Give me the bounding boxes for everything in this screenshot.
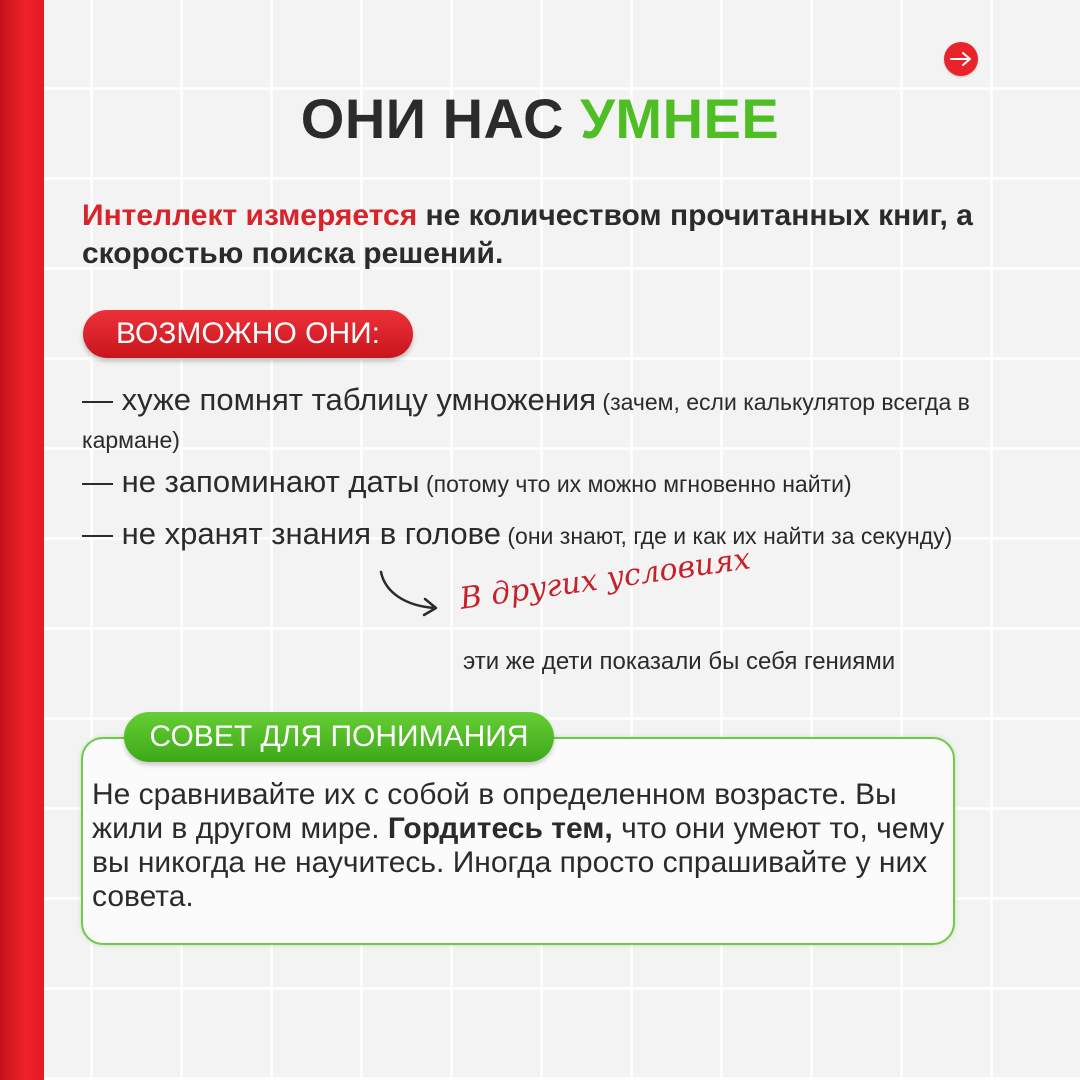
intro-rest: не количеством прочитанных книг, а скоростью поиска решений. [82, 199, 973, 270]
list-item-note: (они знают, где и как их найти за секунду) [501, 523, 953, 549]
curved-arrow-icon [375, 568, 445, 618]
list-item-main: — не хранят знания в голове [82, 516, 501, 551]
intro-highlight: Интеллект измеряется [82, 199, 418, 232]
arrow-right-icon [950, 52, 972, 66]
intro-text [82, 197, 1002, 273]
list-item [82, 465, 1022, 505]
list-item [82, 517, 1022, 557]
list-item-main: — хуже помнят таблицу умножения [82, 382, 597, 417]
list-item-main: — не запоминают даты [82, 464, 420, 499]
tip-text-part2: что они умеют то, чему вы никогда не научитесь. Иногда просто спрашивайте у них совета. [92, 812, 945, 913]
tip-text-bold: Гордитесь тем, [387, 812, 613, 845]
title-part-dark: ОНИ НАС [300, 87, 581, 150]
tip-badge: СОВЕТ ДЛЯ ПОНИМАНИЯ [124, 712, 554, 762]
title-part-green: УМНЕЕ [580, 87, 780, 150]
list-item-note: (потому что их можно мгновенно найти) [419, 471, 852, 497]
list-item [82, 383, 1022, 461]
tip-text [92, 778, 952, 914]
next-slide-button[interactable] [944, 42, 978, 76]
red-side-bar [0, 0, 44, 1080]
tip-text-part1: Не сравнивайте их с собой в определенном возрасте. Вы жили в другом мире. [92, 778, 897, 845]
handwritten-caption: В других условиях [457, 541, 753, 617]
page-title [0, 86, 1080, 151]
genius-line: эти же дети показали бы себя гениями [463, 648, 896, 675]
list-item-note: (зачем, если калькулятор всегда в кармане) [82, 389, 970, 453]
maybe-badge: ВОЗМОЖНО ОНИ: [83, 310, 413, 358]
